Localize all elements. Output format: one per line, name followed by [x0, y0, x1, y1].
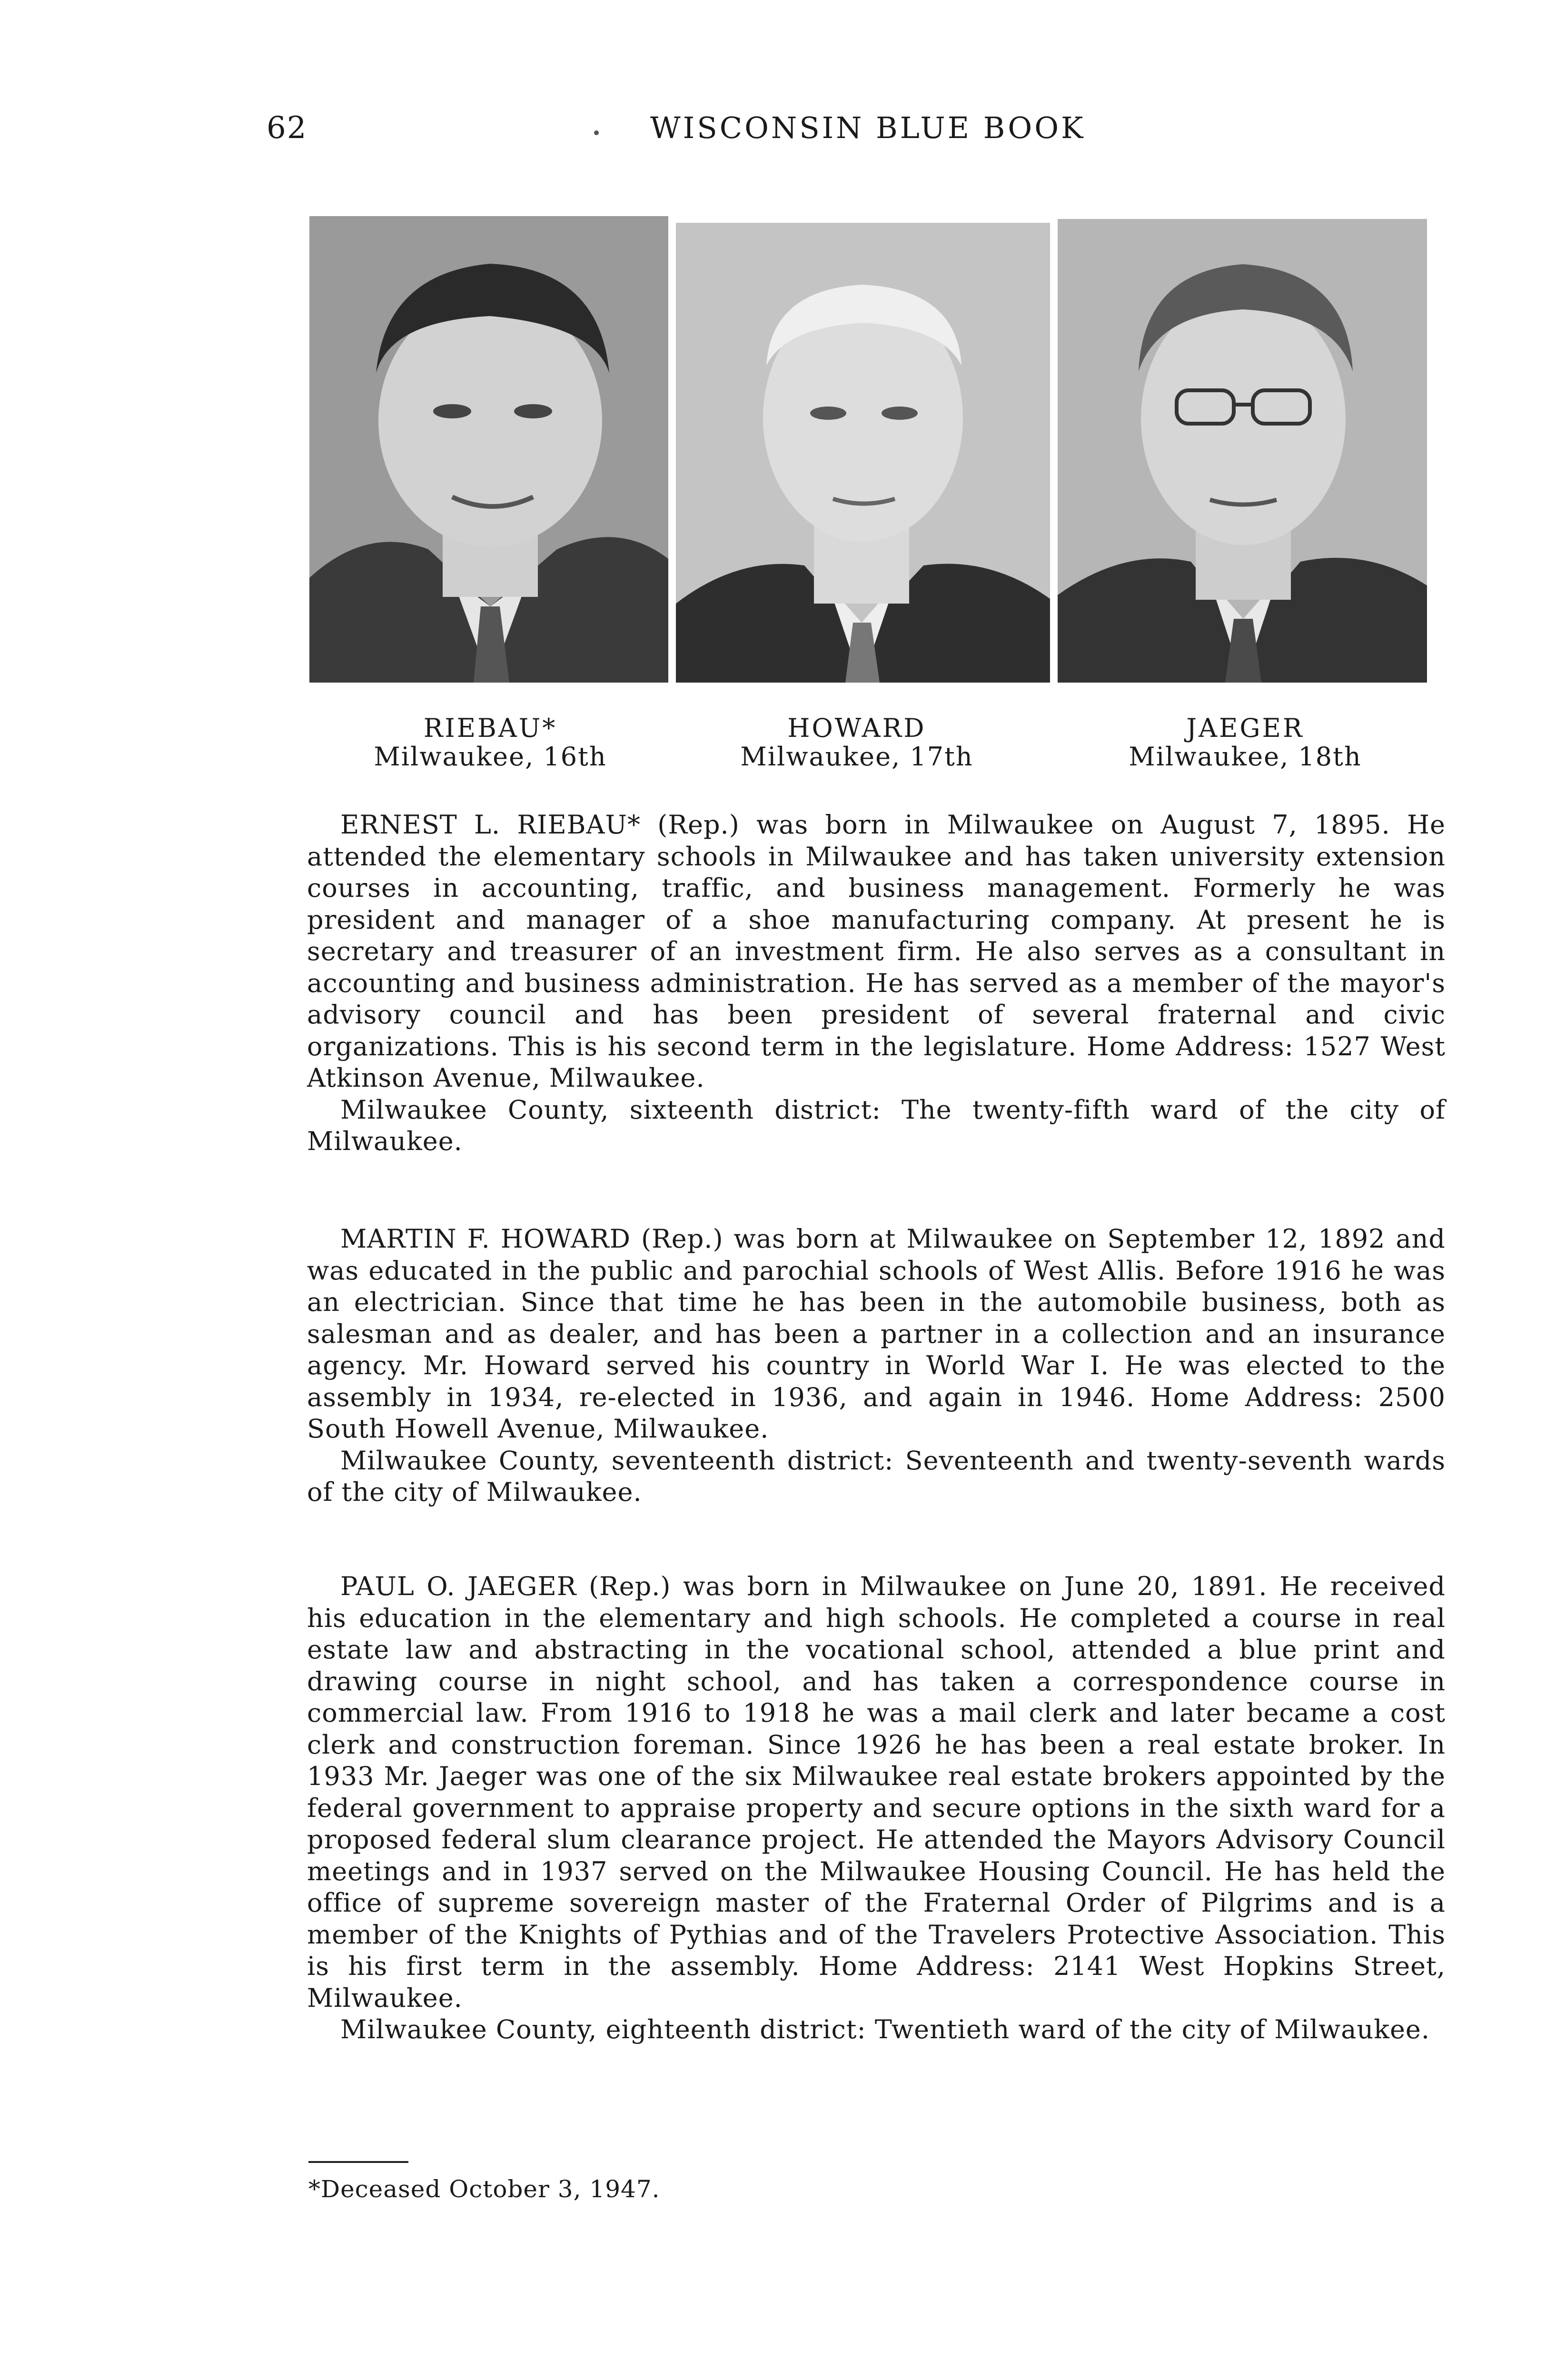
caption-name: HOWARD	[787, 713, 926, 743]
footnote: *Deceased October 3, 1947.	[308, 2175, 660, 2203]
caption-jaeger	[1064, 714, 1426, 771]
portrait-row	[309, 212, 1427, 684]
caption-name: RIEBAU*	[423, 713, 557, 743]
biography-howard	[307, 1223, 1446, 1508]
biography-jaeger	[307, 1571, 1446, 2046]
portrait-howard	[676, 223, 1050, 683]
caption-district: Milwaukee, 18th	[1129, 742, 1362, 772]
biography-body: PAUL O. JAEGER (Rep.) was born in Milwaukee on June 20, 1891. He received his education in the elementary and high schools. He completed a course in real estate law and abstracting in the vocational school, attended a blue print and drawing course in night school, and has taken a correspondence course in commercial law. From 1916 to 1918 he was a mail clerk and later became a cost clerk and construction foreman. Since 1926 he has been a real estate broker. In 1933 Mr. Jaeger was one of the six Milwaukee real estate brokers appointed by the federal government to appraise property and secure options in the sixth ward for a proposed federal slum clearance project. He attended the Mayors Advisory Council meetings and in 1937 served on the Milwaukee Housing Council. He has held the office of supreme sovereign master of the Fraternal Order of Pilgrims and is a member of the Knights of Pythias and of the Travelers Protective Association. This is his first term in the assembly. Home Address: 2141 West Hopkins Street, Milwaukee.	[307, 1571, 1446, 2013]
caption-district: Milwaukee, 17th	[740, 742, 973, 772]
running-title: WISCONSIN BLUE BOOK	[650, 110, 1086, 145]
biography-district: Milwaukee County, sixteenth district: The twenty-fifth ward of the city of Milwaukee.	[307, 1094, 1446, 1156]
page-number: 62	[267, 110, 307, 146]
biography-body: ERNEST L. RIEBAU* (Rep.) was born in Milwaukee on August 7, 1895. He attended the elementary schools in Milwaukee and has taken university extension courses in accounting, traffic, and business management. Formerly he was president and manager of a shoe manufacturing company. At present he is secretary and treasurer of an investment firm. He also serves as a consultant in accounting and business administration. He has served as a member of the mayor's advisory council and has been president of several fraternal and civic organizations. This is his second term in the legislature. Home Address: 1527 West Atkinson Avenue, Milwaukee.	[307, 810, 1446, 1093]
footnote-rule	[308, 2161, 408, 2163]
portrait-jaeger	[1058, 219, 1427, 683]
portrait-riebau	[309, 216, 668, 683]
biography-body: MARTIN F. HOWARD (Rep.) was born at Milwaukee on September 12, 1892 and was educated in the public and parochial schools of West Allis. Before 1916 he was an electrician. Since that time he has been in the automobile business, both as salesman and as dealer, and has been a partner in a collection and an insurance agency. Mr. Howard served his country in World War I. He was elected to the assembly in 1934, re-elected in 1936, and again in 1946. Home Address: 2500 South Howell Avenue, Milwaukee.	[307, 1224, 1446, 1444]
caption-howard	[676, 714, 1038, 771]
biography-riebau	[307, 809, 1446, 1158]
header-dot	[594, 130, 599, 135]
caption-district: Milwaukee, 16th	[374, 742, 607, 772]
caption-riebau	[309, 714, 671, 771]
biography-district: Milwaukee County, seventeenth district: Seventeenth and twenty-seventh wards of the city of Milwaukee.	[307, 1445, 1446, 1507]
caption-name: JAEGER	[1186, 713, 1304, 743]
biography-district: Milwaukee County, eighteenth district: Twentieth ward of the city of Milwaukee.	[340, 2014, 1430, 2044]
page-header	[0, 110, 1546, 158]
